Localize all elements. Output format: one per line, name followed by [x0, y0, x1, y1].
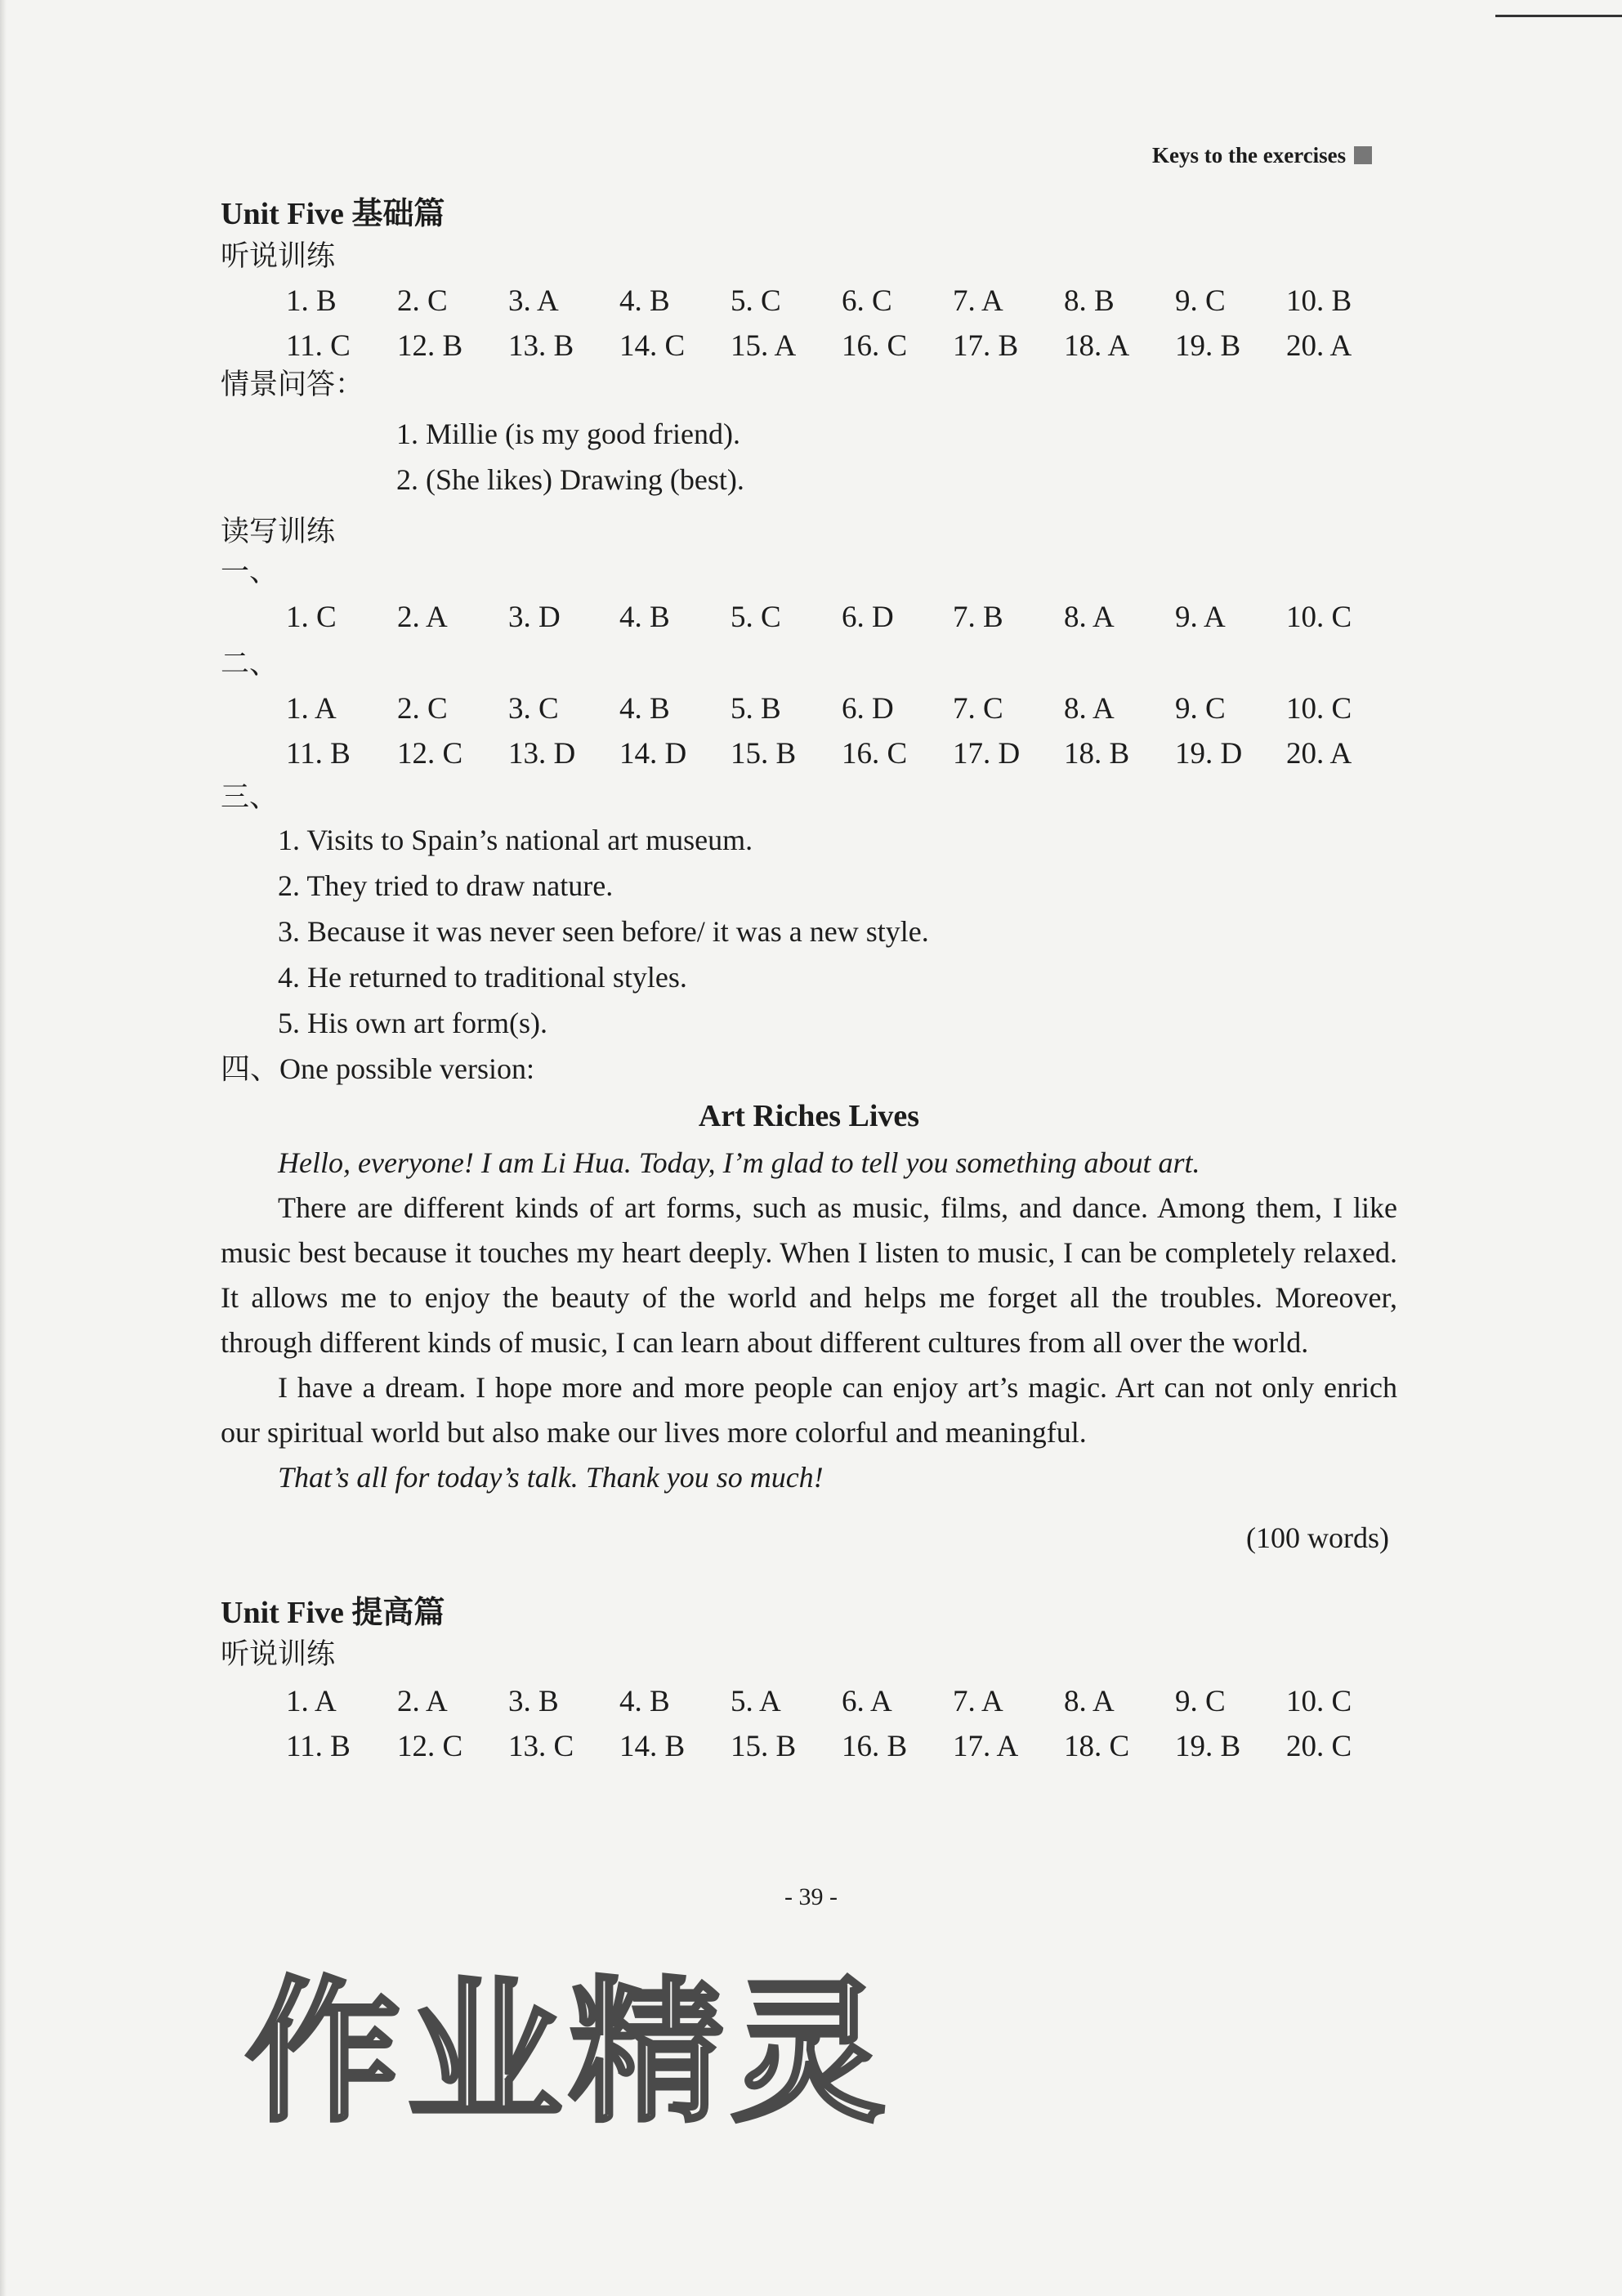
answer: 2. A — [397, 600, 448, 634]
part2-label: 二、 — [221, 647, 279, 681]
answer: 16. C — [842, 737, 908, 771]
section2-listening-row1 — [221, 1684, 1397, 1719]
answer: 19. B — [1175, 329, 1241, 364]
section2-title: Unit Five 提高篇 — [221, 1595, 445, 1630]
answer: 4. B — [619, 1684, 670, 1718]
answer: 17. B — [953, 329, 1019, 364]
answer: 10. C — [1286, 1684, 1352, 1718]
answer: 20. A — [1286, 737, 1352, 771]
section1-title: Unit Five 基础篇 — [221, 197, 445, 231]
answer: 11. C — [286, 329, 351, 364]
part2-row2 — [221, 736, 1397, 771]
answer: 3. D — [508, 600, 561, 634]
answer: 12. C — [397, 1729, 463, 1763]
part3-label: 三、 — [221, 781, 279, 815]
answer: 6. A — [842, 1684, 892, 1718]
answer: 12. B — [397, 329, 463, 364]
answer: 5. C — [731, 284, 781, 319]
answer: 10. C — [1286, 600, 1352, 634]
answer: 19. D — [1175, 737, 1243, 771]
answer: 14. B — [619, 1729, 686, 1763]
qa-item: 2. (She likes) Drawing (best). — [396, 462, 744, 496]
reading-label: 读写训练 — [221, 515, 336, 548]
part3-item: 1. Visits to Spain’s national art museum. — [278, 823, 753, 856]
part1-label: 一、 — [221, 556, 279, 589]
answer: 19. B — [1175, 1729, 1241, 1763]
section2-listening-label: 听说训练 — [221, 1638, 336, 1672]
word-count: (100 words) — [1246, 1521, 1389, 1554]
answer: 18. A — [1064, 329, 1130, 364]
part3-item: 5. His own art form(s). — [278, 1006, 547, 1039]
answer: 15. B — [731, 1729, 797, 1763]
answer: 6. D — [842, 600, 894, 634]
answer: 2. C — [397, 692, 448, 726]
answer: 14. C — [619, 329, 686, 364]
header-title: Keys to the exercises — [1152, 143, 1347, 168]
answer: 14. D — [619, 737, 687, 771]
answer: 4. B — [619, 692, 670, 726]
answer: 7. B — [953, 600, 1003, 634]
answer: 16. B — [842, 1729, 908, 1763]
part2-row1 — [221, 691, 1397, 726]
answer: 18. B — [1064, 737, 1130, 771]
answer: 13. D — [508, 737, 576, 771]
part3-item: 4. He returned to traditional styles. — [278, 960, 687, 994]
answer: 17. A — [953, 1729, 1019, 1763]
answer: 5. B — [731, 692, 781, 726]
answer: 7. A — [953, 284, 1003, 319]
answer: 9. C — [1175, 1684, 1226, 1718]
answer: 16. C — [842, 329, 908, 364]
answer: 13. B — [508, 329, 574, 364]
answer: 15. A — [731, 329, 797, 364]
essay-paragraph-4: That’s all for today’s talk. Thank you so much! — [278, 1460, 824, 1494]
essay-paragraph-2: There are different kinds of art forms, such as music, films, and dance. Among them, I like music best because it touches my heart deeply. When I listen to music, I can be completely relaxed. It allows me to enjoy the beauty of the world and helps me forget all the troubles. Moreover, through different kinds of music, I can learn about different cultures from all over the world. — [221, 1190, 1397, 1359]
section2-listening-row2 — [221, 1729, 1397, 1764]
answer: 1. C — [286, 600, 337, 634]
qa-item: 1. Millie (is my good friend). — [396, 417, 740, 450]
answer: 15. B — [731, 737, 797, 771]
answer: 11. B — [286, 1729, 351, 1763]
page-number: - 39 - — [784, 1883, 838, 1910]
section1-listening-label: 听说训练 — [221, 239, 336, 273]
header-rule — [1495, 15, 1622, 17]
qa-label: 情景问答： — [221, 369, 364, 402]
answer: 4. B — [619, 284, 670, 319]
answer: 10. B — [1286, 284, 1352, 319]
answer: 9. A — [1175, 600, 1226, 634]
answer: 20. A — [1286, 329, 1352, 364]
part1-row — [221, 600, 1397, 635]
part3-item: 2. They tried to draw nature. — [278, 869, 614, 902]
answer: 7. C — [953, 692, 1003, 726]
answer: 18. C — [1064, 1729, 1130, 1763]
scan-edge — [0, 0, 7, 2296]
essay-paragraph-1: Hello, everyone! I am Li Hua. Today, I’m glad to tell you something about art. — [278, 1146, 1200, 1179]
answer: 13. C — [508, 1729, 574, 1763]
answer: 1. A — [286, 1684, 337, 1718]
answer: 9. C — [1175, 692, 1226, 726]
part3-item: 3. Because it was never seen before/ it was a new style. — [278, 914, 929, 948]
answer: 20. C — [1286, 1729, 1352, 1763]
answer: 17. D — [953, 737, 1021, 771]
section1-listening-row1 — [221, 284, 1397, 319]
header-square-icon — [1354, 146, 1372, 164]
answer: 2. A — [397, 1684, 448, 1718]
answer: 8. B — [1064, 284, 1115, 319]
part4-label: 四、One possible version: — [221, 1052, 534, 1085]
answer: 8. A — [1064, 692, 1115, 726]
answer: 4. B — [619, 600, 670, 634]
answer: 11. B — [286, 737, 351, 771]
answer: 1. A — [286, 692, 337, 726]
answer: 3. A — [508, 284, 559, 319]
essay-title: Art Riches Lives — [698, 1098, 920, 1133]
answer: 1. B — [286, 284, 337, 319]
answer: 3. C — [508, 692, 559, 726]
answer: 3. B — [508, 1684, 559, 1718]
answer: 10. C — [1286, 692, 1352, 726]
answer: 2. C — [397, 284, 448, 319]
answer: 7. A — [953, 1684, 1003, 1718]
watermark-logo: 作业精灵 — [245, 1963, 893, 2143]
answer: 6. C — [842, 284, 892, 319]
section1-listening-row2 — [221, 328, 1397, 364]
answer: 6. D — [842, 692, 894, 726]
essay-paragraph-3: I have a dream. I hope more and more people can enjoy art’s magic. Art can not only enrich our spiritual world but also make our lives more colorful and meaningful. — [221, 1370, 1397, 1449]
answer: 5. C — [731, 600, 781, 634]
running-header — [1152, 143, 1372, 168]
answer: 8. A — [1064, 600, 1115, 634]
answer: 5. A — [731, 1684, 781, 1718]
answer: 8. A — [1064, 1684, 1115, 1718]
answer: 12. C — [397, 737, 463, 771]
page-content — [221, 196, 1397, 1764]
answer: 9. C — [1175, 284, 1226, 319]
